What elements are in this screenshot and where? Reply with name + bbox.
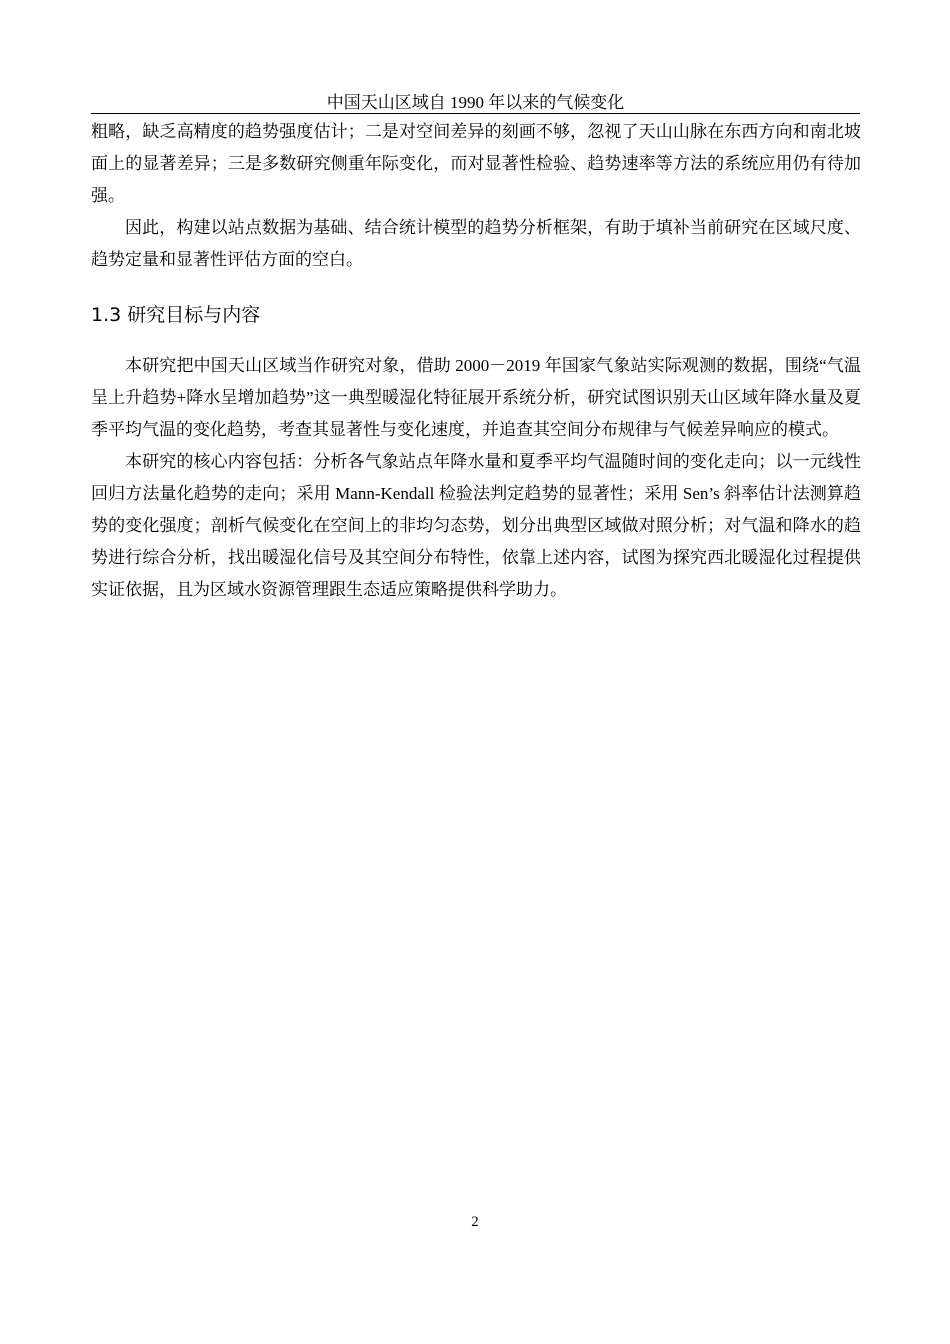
paragraph-continued: 粗略，缺乏高精度的趋势强度估计；二是对空间差异的刻画不够，忽视了天山山脉在东西方向和南北坡面上的显著差异；三是多数研究侧重年际变化，而对显著性检验、趋势速率等方法的系统应用仍有待加强。 — [91, 122, 861, 205]
body-text — [91, 116, 861, 606]
paragraph: 本研究的核心内容包括：分析各气象站点年降水量和夏季平均气温随时间的变化走向；以一元线性回归方法量化趋势的走向；采用 Mann-Kendall 检验法判定趋势的显著性；采用 Sen’s 斜率估计法测算趋势的变化强度；剖析气候变化在空间上的非均匀态势，划分出典型区域做对照分析；对气温和降水的趋势进行综合分析，找出暖湿化信号及其空间分布特性，依靠上述内容，试图为探究西北暖湿化过程提供实证依据，且为区域水资源管理跟生态适应策略提供科学助力。 — [91, 452, 861, 599]
header-divider — [91, 113, 860, 114]
section-heading: 1.3 研究目标与内容 — [91, 304, 261, 326]
running-header: 中国天山区域自 1990 年以来的气候变化 — [326, 93, 625, 112]
page-number: 2 — [471, 1214, 479, 1230]
paragraph: 本研究把中国天山区域当作研究对象，借助 2000－2019 年国家气象站实际观测的数据，围绕“气温呈上升趋势+降水呈增加趋势”这一典型暖湿化特征展开系统分析，研究试图识别天山区域年降水量及夏季平均气温的变化趋势，考查其显著性与变化速度，并追查其空间分布规律与气候差异响应的模式。 — [91, 356, 861, 439]
paragraph: 因此，构建以站点数据为基础、结合统计模型的趋势分析框架，有助于填补当前研究在区域尺度、趋势定量和显著性评估方面的空白。 — [91, 218, 861, 269]
